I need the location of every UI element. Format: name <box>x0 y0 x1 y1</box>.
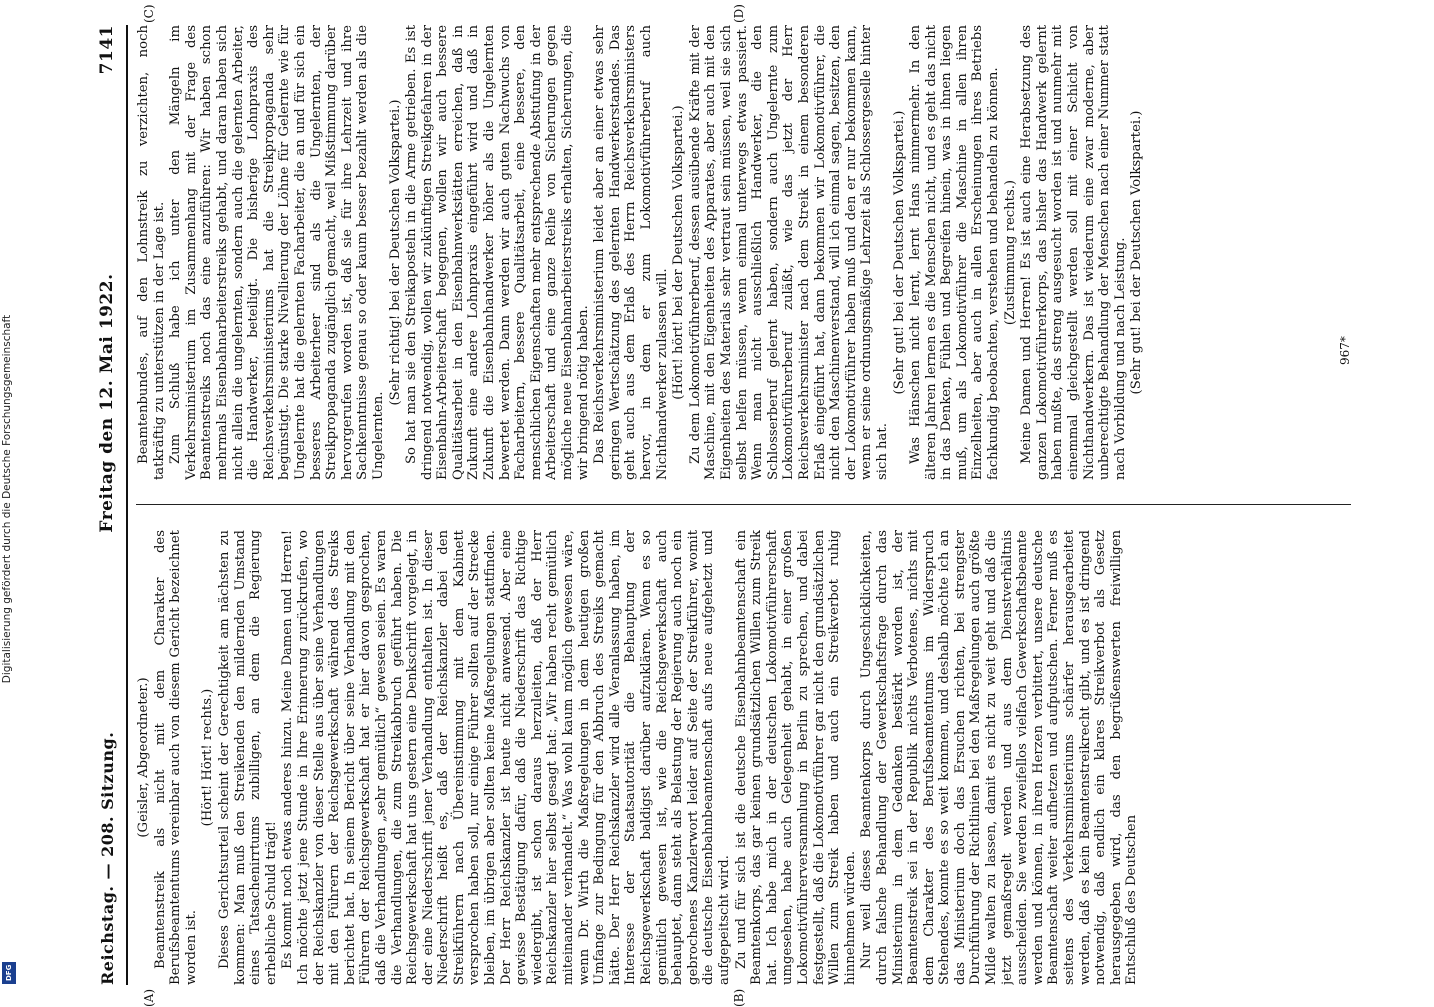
column-divider <box>136 504 1351 505</box>
side-credit-strip <box>0 0 18 1000</box>
margin-marker-c: (C) <box>142 4 156 23</box>
left-column-paragraph: Zu und für sich ist die deutsche Eisenbahnbeamtenschaft ein Beamtenkorps, das gar keinen grundsätzlichen Willen zum Streik hat. Ich habe mich in der deutschen Lokomotivführerschaft umgesehen, habe auch Gelegenheit gehabt, in einer großen Lokomotivführerversammlung in Berlin zu sprechen, und dabei festgestellt, daß die Lokomotivführer gar nicht den grundsätzlichen Willen zum Streik haben und auch ein Streikverbot ruhig hinnehmen würden. <box>733 530 858 985</box>
right-column-paragraph: Zum Schluß habe ich unter den Mängeln im Verkehrsministerium im Zusammenhang mit der Frage des Beamtenstreiks noch das eine anzuführen: Wir haben schon mehrmals Eisenbahnarbeiterstreiks gehabt, und daran haben sich nicht allein die ungelernten, sondern auch die gelernten Arbeiter, die Handwerker, beteiligt. Die bisherige Lohnpraxis des Reichsverkehrsministeriums hat die Streikpropaganda sehr begünstigt. Die starke Nivellierung der Löhne für Gelernte wie für Ungelernte hat die gelernten Facharbeiter, die an und für sich ein besseres Arbeiterheer sind als die Ungelernten, der Streikpropaganda zugänglich gemacht, weil Mißstimmung darüber hervorgerufen worden ist, daß sie für ihre Lehrzeit und ihre Sachkenntnisse genau so oder kaum besser bezahlt werden als die Ungelernten. <box>168 25 386 480</box>
page-content <box>92 4 1362 1007</box>
dfg-logo: DFG <box>2 962 16 984</box>
left-column-paragraph: (Geisler, Abgeordneter.) <box>136 677 151 838</box>
left-column-paragraph: Nur weil dieses Beamtenkorps durch Ungeschicklichkeiten, durch falsche Behandlung der Gewerkschaftsfrage durch das Ministerium in dem Gedanken bestärkt worden ist, der Beamtenstreik sei in der Republik nichts Verbotenes, nichts mit dem Charakter des Berufsbeamtentums im Widerspruch Stehendes, konnte es so weit kommen, und deshalb möchte ich an das Ministerium doch das Ersuchen richten, bei strengster Durchführung der Richtlinien bei den Maßregelungen auch größte Milde walten zu lassen, damit es nicht zu weit geht und daß die jetzt gemaßregelt werden und aus dem Dienstverhältnis ausscheiden. Sie werden zweifellos vielfach Gewerkschaftsbeamte werden und können, in ihren Herzen verbittert, unsere deutsche Beamtenschaft weiter aufhetzen und aufputschen. Ferner muß es seitens des Verkehrsministeriums schärfer herausgearbeitet werden, daß es kein Beamtenstreikrecht gibt, und es ist dringend notwendig, daß endlich ein klares Streikverbot als Gesetz herausgegeben wird, das den begrüßenswerten freiwilligen Entschluß des Deutschen <box>859 530 1140 985</box>
right-column-paragraph: Das Reichsverkehrsministerium leidet aber an einer etwas sehr geringen Wertschätzung des gelernten Handwerkerstandes. Das geht auch aus dem Erlaß des Herrn Reichsverkehrsministers hervor, in dem er zum Lokomotivführerberuf auch Nichthandwerker zulassen will. <box>592 25 670 480</box>
right-column-paragraph: Meine Damen und Herren! Es ist auch eine Herabsetzung des ganzen Lokomotivführerkorps, das bisher das Handwerk gelernt haben mußte, das streng ausgesucht worden ist und nunmehr mit einemmal gleichgestellt werden soll mit einer Schicht von Nichthandwerkern. Das ist wiederum eine zwar moderne, aber unberechtigte Behandlung der Menschen nach einer Nummer statt nach Vorbildung und nach Leistung. <box>1019 25 1128 480</box>
session-title: Reichstag. — 208. Sitzung. <box>97 731 117 985</box>
rotated-page <box>92 4 1382 1007</box>
left-column <box>136 530 1346 985</box>
right-column-paragraph: Was Hänschen nicht lernt, lernt Hans nimmermehr. In den älteren Jahren lernen es die Menschen nicht, und es geht das nicht in das Denken, Fühlen und Begreifen hinein, was in ihnen liegen muß, um als Lokomotivführer die Maschine in allen ihren Einzelheiten, aber auch in allen Erscheinungen ihres Betriebs fachkundig beobachten, verstehen und behandeln zu können. <box>908 25 1002 480</box>
digitization-credit: Digitalisierung gefördert durch die Deutsche Forschungsgemeinschaft <box>1 314 13 684</box>
session-date: Freitag den 12. Mai 1922. <box>97 273 117 533</box>
running-head <box>92 25 122 985</box>
footer-number: 967* <box>1338 336 1352 365</box>
page-number: 7141 <box>97 25 117 75</box>
left-column-paragraph: (Hört! Hört! rechts.) <box>200 688 216 827</box>
right-column-paragraph: (Sehr richtig! bei der Deutschen Volkspartei.) <box>387 99 403 406</box>
right-column-paragraph: Zu dem Lokomotivführerberuf, dessen ausübende Kräfte mit der Maschine, mit den Eigenheiten des Apparates, aber auch mit den Eigenheiten des Materials sehr vertraut sein müssen, weil sie sich selbst helfen müssen, wenn einmal unterwegs etwas passiert. Wenn man nicht ausschließlich Handwerker, die den Schlosserberuf gelernt haben, sondern auch Ungelernte zum Lokomotivführerberuf zuläßt, wie das jetzt der Herr Reichsverkehrsminister nach dem Streik in einem besonderen Erlaß eingeführt hat, dann bekommen wir Lokomotivführer, die nicht den Maschinenverstand, will ich einmal sagen, besitzen, den der Lokomotivführer haben muß und den er nur bekommen kann, wenn er seine ordnungsmäßige Lehrzeit als Schlossergeselle hinter sich hat. <box>687 25 890 480</box>
right-column-paragraph: (Sehr gut! bei der Deutschen Volkspartei.) <box>1129 110 1145 395</box>
margin-marker-b: (B) <box>732 988 746 1007</box>
right-column-paragraph: Beamtenbundes, auf den Lohnstreik zu verzichten, noch tatkräftig zu unterstützen in der Lage ist. <box>136 25 167 480</box>
left-column-paragraph: Es kommt noch etwas anderes hinzu. Meine Damen und Herren! Ich möchte jetzt jene Stunde in Ihre Erinnerung zurückrufen, wo der Reichskanzler von dieser Stelle aus über seine Verhandlungen mit den Führern der Reichsgewerkschaft während des Streiks berichtet hat. In seinem Bericht über seine Verhandlung mit den Führern der Reichsgewerkschaft hat er hier davon gesprochen, daß die Verhandlungen „sehr gemütlich“ gewesen seien. Es waren die Verhandlungen, die zum Streikabbruch geführt haben. Die Reichsgewerkschaft hat uns gestern eine Denkschrift vorgelegt, in der eine Niederschrift jener Verhandlung enthalten ist. In dieser Niederschrift heißt es, daß der Reichskanzler dabei den Streikführern nach Übereinstimmung mit dem Kabinett versprochen haben soll, nur einige Führer sollten auf der Strecke bleiben, im übrigen aber sollten keine Maßregelungen stattfinden. Der Herr Reichskanzler ist heute nicht anwesend. Aber eine gewisse Bestätigung dafür, daß die Niederschrift das Richtige wiedergibt, ist schon daraus herzuleiten, daß der Herr Reichskanzler hier selbst gesagt hat: „Wir haben recht gemütlich miteinander verhandelt.“ Was wohl kaum möglich gewesen wäre, wenn Dr. Wirth die Maßregelungen in dem heutigen großen Umfange zur Bedingung für den Abbruch des Streiks gemacht hätte. Der Herr Reichskanzler wird alle Veranlassung haben, im Interesse der Staatsautorität die Behauptung der Reichsgewerkschaft baldigst darüber aufzuklären. Wenn es so gemütlich gewesen ist, wie die Reichsgewerkschaft auch behauptet, dann steht als Belastung der Regierung auch noch ein gebrochenes Kanzlerwort leider auf Seite der Streikführer, womit die deutsche Eisenbahnbeamtenschaft aufs neue aufgehetzt und aufgepeitscht wird. <box>280 530 732 985</box>
right-column-paragraph: (Zustimmung rechts.) <box>1002 179 1018 326</box>
right-column <box>136 25 1346 480</box>
margin-marker-a: (A) <box>142 988 156 1007</box>
left-column-paragraph: Beamtenstreik als nicht mit dem Charakter des Berufsbeamtentums vereinbar auch von diesem Gericht bezeichnet worden ist. <box>152 530 199 985</box>
margin-marker-d: (D) <box>732 4 746 23</box>
header-rule <box>126 25 128 985</box>
right-column-paragraph: (Hört! hört! bei der Deutschen Volkspartei.) <box>671 105 687 400</box>
right-column-paragraph: (Sehr gut! bei der Deutschen Volkspartei.) <box>891 110 907 395</box>
right-column-paragraph: So hat man sie den Streikaposteln in die Arme getrieben. Es ist dringend notwendig, wollen wir zukünftigen Streikgefahren in der Eisenbahn-Arbeiterschaft begegnen, wollen wir auch bessere Qualitätsarbeit in den Eisenbahnwerkstätten erreichen, daß in Zukunft eine andere Lohnpraxis eingeführt wird und daß in Zukunft die Eisenbahnhandwerker höher als die Ungelernten bewertet werden. Dann werden wir auch guten Nachwuchs von Facharbeitern, bessere Qualitätsarbeit, eine bessere, den menschlichen Eigenschaften mehr entsprechende Abstufung in der Arbeiterschaft und eine ganze Reihe von Sicherungen gegen mögliche neue Eisenbahnarbeiterstreiks erhalten, Sicherungen, die wir bringend nötig haben. <box>404 25 591 480</box>
left-column-paragraph: Dieses Gerichtsurteil scheint der Gerechtigkeit am nächsten zu kommen: Man muß den Streikenden den mildernden Umstand eines Tatsachenirrtums zubilligen, an dem die Regierung erhebliche Schuld trägt! <box>216 530 279 985</box>
